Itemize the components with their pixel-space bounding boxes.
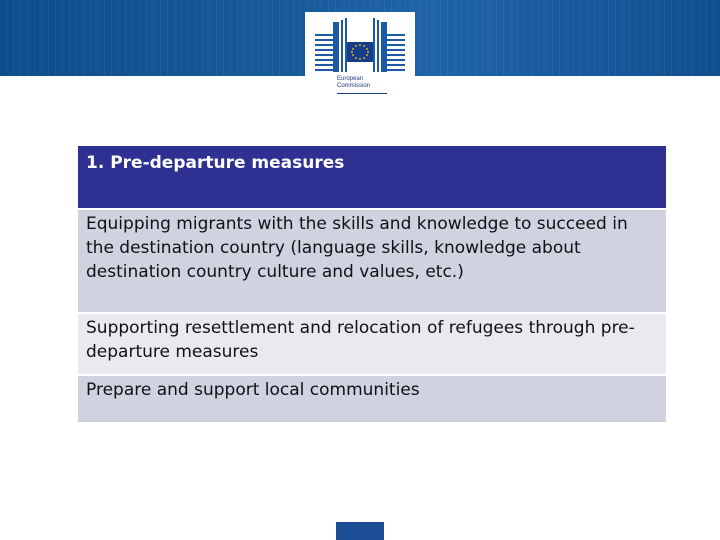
table-row: Prepare and support local communities [78,374,666,422]
table-header: 1. Pre-departure measures [78,146,666,208]
european-commission-logo [305,12,415,98]
logo-text: European Commission [337,76,371,89]
bottom-accent-bar [336,522,384,540]
measures-table [78,146,666,422]
table-row: Equipping migrants with the skills and knowledge to succeed in the destination country (language skills, knowledge about destination country culture and values, etc.) [78,208,666,312]
table-row: Supporting resettlement and relocation of refugees through pre-departure measures [78,312,666,374]
berlaymont-building-icon [311,16,409,76]
logo-underline [337,93,387,94]
